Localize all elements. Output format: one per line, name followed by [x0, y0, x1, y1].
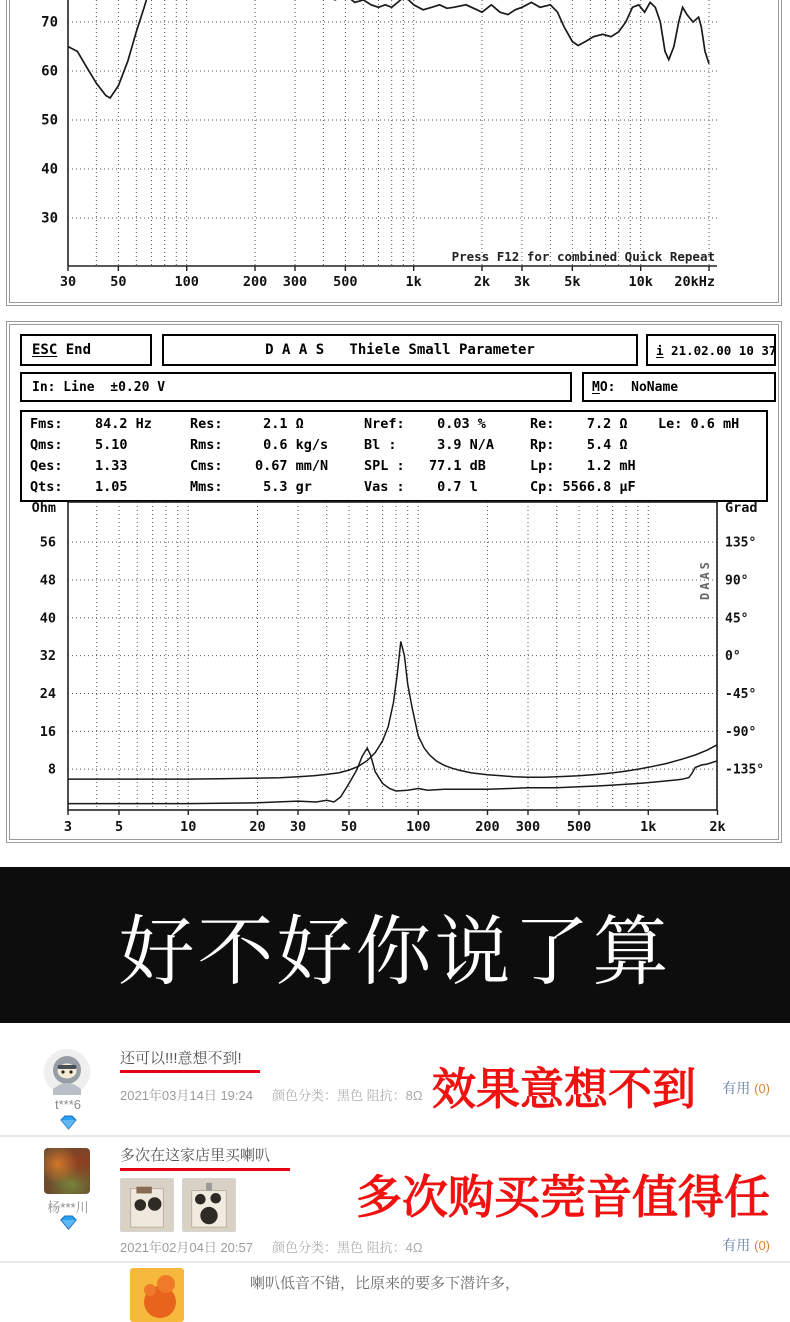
window-title: D A A S Thiele Small Parameter [265, 342, 535, 358]
impedance-phase-chart [10, 490, 778, 842]
svg-text:3: 3 [63, 819, 73, 835]
param-cell: Qms: 5.10 [30, 437, 128, 453]
svg-text:24: 24 [39, 685, 56, 702]
svg-text:50: 50 [340, 819, 358, 835]
review-text: 还可以!!!意想不到! [120, 1050, 242, 1067]
useful-button[interactable] [722, 1235, 770, 1255]
svg-text:20: 20 [249, 819, 266, 835]
param-cell: Le: 0.6 mH [658, 416, 740, 432]
svg-text:40: 40 [39, 610, 56, 627]
svg-text:56: 56 [39, 534, 56, 551]
svg-text:1k: 1k [405, 274, 422, 290]
input-level-box [20, 372, 572, 402]
reviewer-username: 杨***川 [47, 1200, 89, 1215]
slogan-banner [0, 867, 790, 1023]
svg-text:-45°: -45° [725, 686, 757, 702]
param-cell: Cp: 5566.8 µF [530, 479, 636, 495]
svg-text:5: 5 [114, 819, 124, 835]
svg-text:500: 500 [333, 274, 358, 290]
esc-key-label: ESC [32, 342, 58, 358]
param-cell [658, 456, 758, 477]
red-underline [120, 1070, 260, 1073]
svg-text:90°: 90° [725, 573, 749, 589]
param-cell: Cms: 0.67 mm/N [190, 458, 329, 474]
svg-text:-135°: -135° [725, 762, 765, 778]
avatar-cartoon [130, 1268, 184, 1322]
param-cell: Qts: 1.05 [30, 479, 128, 495]
svg-text:2k: 2k [473, 274, 491, 290]
review-divider [0, 1135, 790, 1137]
mo-label-rest: O: [599, 379, 616, 395]
review-text: 喇叭低音不错，比原来的要多下潜许多， [250, 1275, 521, 1292]
svg-text:1k: 1k [640, 819, 657, 835]
svg-text:100: 100 [406, 819, 431, 835]
param-cell: SPL : 77.1 dB [364, 458, 486, 474]
param-cell [658, 435, 758, 456]
useful-count: (0) [754, 1081, 770, 1096]
timestamp: 21.02.00 10 37 [663, 342, 777, 358]
svg-text:30: 30 [41, 210, 58, 227]
svg-text:200: 200 [242, 274, 268, 290]
esc-end-box [20, 334, 152, 366]
svg-text:300: 300 [515, 819, 541, 835]
svg-text:10: 10 [180, 819, 197, 835]
red-annotation: 效果意想不到 [432, 1065, 696, 1114]
reviewer-avatar [44, 1049, 90, 1095]
review-text: 多次在这家店里买喇叭 [120, 1147, 271, 1164]
end-key-label: End [57, 342, 92, 358]
param-cell: Qes: 1.33 [30, 458, 128, 474]
reviewer-avatar [130, 1268, 184, 1322]
reviewer-avatar [44, 1148, 90, 1194]
svg-text:135°: 135° [725, 535, 757, 551]
mo-label-first: M [592, 379, 600, 395]
svg-text:8: 8 [47, 761, 56, 778]
useful-label: 有用 [722, 1237, 751, 1253]
svg-text:Ohm: Ohm [31, 500, 56, 516]
model-name-value: NoName [615, 379, 679, 395]
reviewer-username: t***6 [54, 1097, 82, 1112]
review-photo-thumbnail[interactable] [182, 1178, 236, 1232]
param-cell: Nref: 0.03 % [364, 416, 486, 432]
svg-text:20kHz: 20kHz [674, 274, 716, 290]
svg-text:48: 48 [39, 572, 56, 589]
useful-count: (0) [754, 1238, 770, 1253]
input-level-value: In: Line ±0.20 V [32, 379, 166, 395]
param-cell: Rp: 5.4 Ω [530, 437, 628, 453]
svg-text:100: 100 [174, 274, 199, 290]
svg-text:32: 32 [39, 648, 56, 665]
review-photo-thumbnail[interactable] [120, 1178, 174, 1232]
timestamp-box [646, 334, 776, 366]
svg-text:500: 500 [566, 819, 592, 835]
param-row [30, 435, 758, 456]
param-cell: Rms: 0.6 kg/s [190, 437, 329, 453]
useful-label: 有用 [722, 1080, 751, 1096]
svg-text:60: 60 [41, 63, 58, 80]
slogan-text: 好不好你说了算 [118, 909, 672, 995]
svg-text:200: 200 [475, 819, 500, 835]
red-annotation: 多次购买莞音值得任 [356, 1171, 770, 1223]
window-title-box [162, 334, 638, 366]
param-cell: Mms: 5.3 gr [190, 479, 312, 495]
svg-text:45°: 45° [725, 611, 749, 627]
param-row [30, 414, 758, 435]
svg-text:50: 50 [41, 112, 58, 129]
svg-text:300: 300 [282, 274, 308, 290]
svg-text:50: 50 [110, 274, 127, 290]
svg-text:5k: 5k [564, 274, 581, 290]
param-cell: Re: 7.2 Ω [530, 416, 628, 432]
useful-button[interactable] [722, 1078, 770, 1098]
svg-text:-90°: -90° [725, 724, 757, 740]
svg-text:30: 30 [289, 819, 307, 835]
spl-frequency-response-chart [10, 0, 778, 302]
param-cell: Res: 2.1 Ω [190, 416, 304, 432]
svg-text:40: 40 [41, 161, 58, 178]
svg-text:Grad: Grad [725, 500, 758, 516]
svg-text:DAAS: DAAS [698, 559, 712, 600]
svg-text:3k: 3k [513, 274, 531, 290]
spl-measurement-window [6, 0, 782, 306]
svg-text:Press F12 for combined Quick R: Press F12 for combined Quick Repeat [451, 249, 715, 264]
param-cell: Lp: 1.2 mH [530, 458, 636, 474]
review-sku-meta: 颜色分类：黑色 阻抗：4Ω [272, 1240, 423, 1255]
svg-text:30: 30 [59, 274, 77, 290]
review-sku-meta: 颜色分类：黑色 阻抗：8Ω [272, 1088, 423, 1103]
thiele-small-parameters-table [20, 410, 768, 502]
svg-text:0°: 0° [725, 649, 741, 665]
param-cell: Bl : 3.9 N/A [364, 437, 495, 453]
vip-diamond-icon [60, 1115, 77, 1130]
vip-diamond-icon [60, 1215, 77, 1230]
daas-window [6, 321, 782, 843]
red-underline [120, 1168, 290, 1171]
param-row [30, 456, 758, 477]
info-icon: i [656, 342, 664, 358]
svg-text:2k: 2k [709, 819, 726, 835]
svg-text:16: 16 [39, 723, 56, 740]
param-cell: Vas : 0.7 l [364, 479, 478, 495]
review-date: 2021年02月04日 20:57 [120, 1240, 253, 1255]
svg-text:70: 70 [41, 14, 58, 31]
review-divider [0, 1261, 790, 1263]
model-name-box [582, 372, 776, 402]
review-date: 2021年03月14日 19:24 [120, 1088, 253, 1103]
param-cell: Fms: 84.2 Hz [30, 416, 152, 432]
svg-text:10k: 10k [628, 274, 653, 290]
reviews-section [0, 1023, 790, 1292]
